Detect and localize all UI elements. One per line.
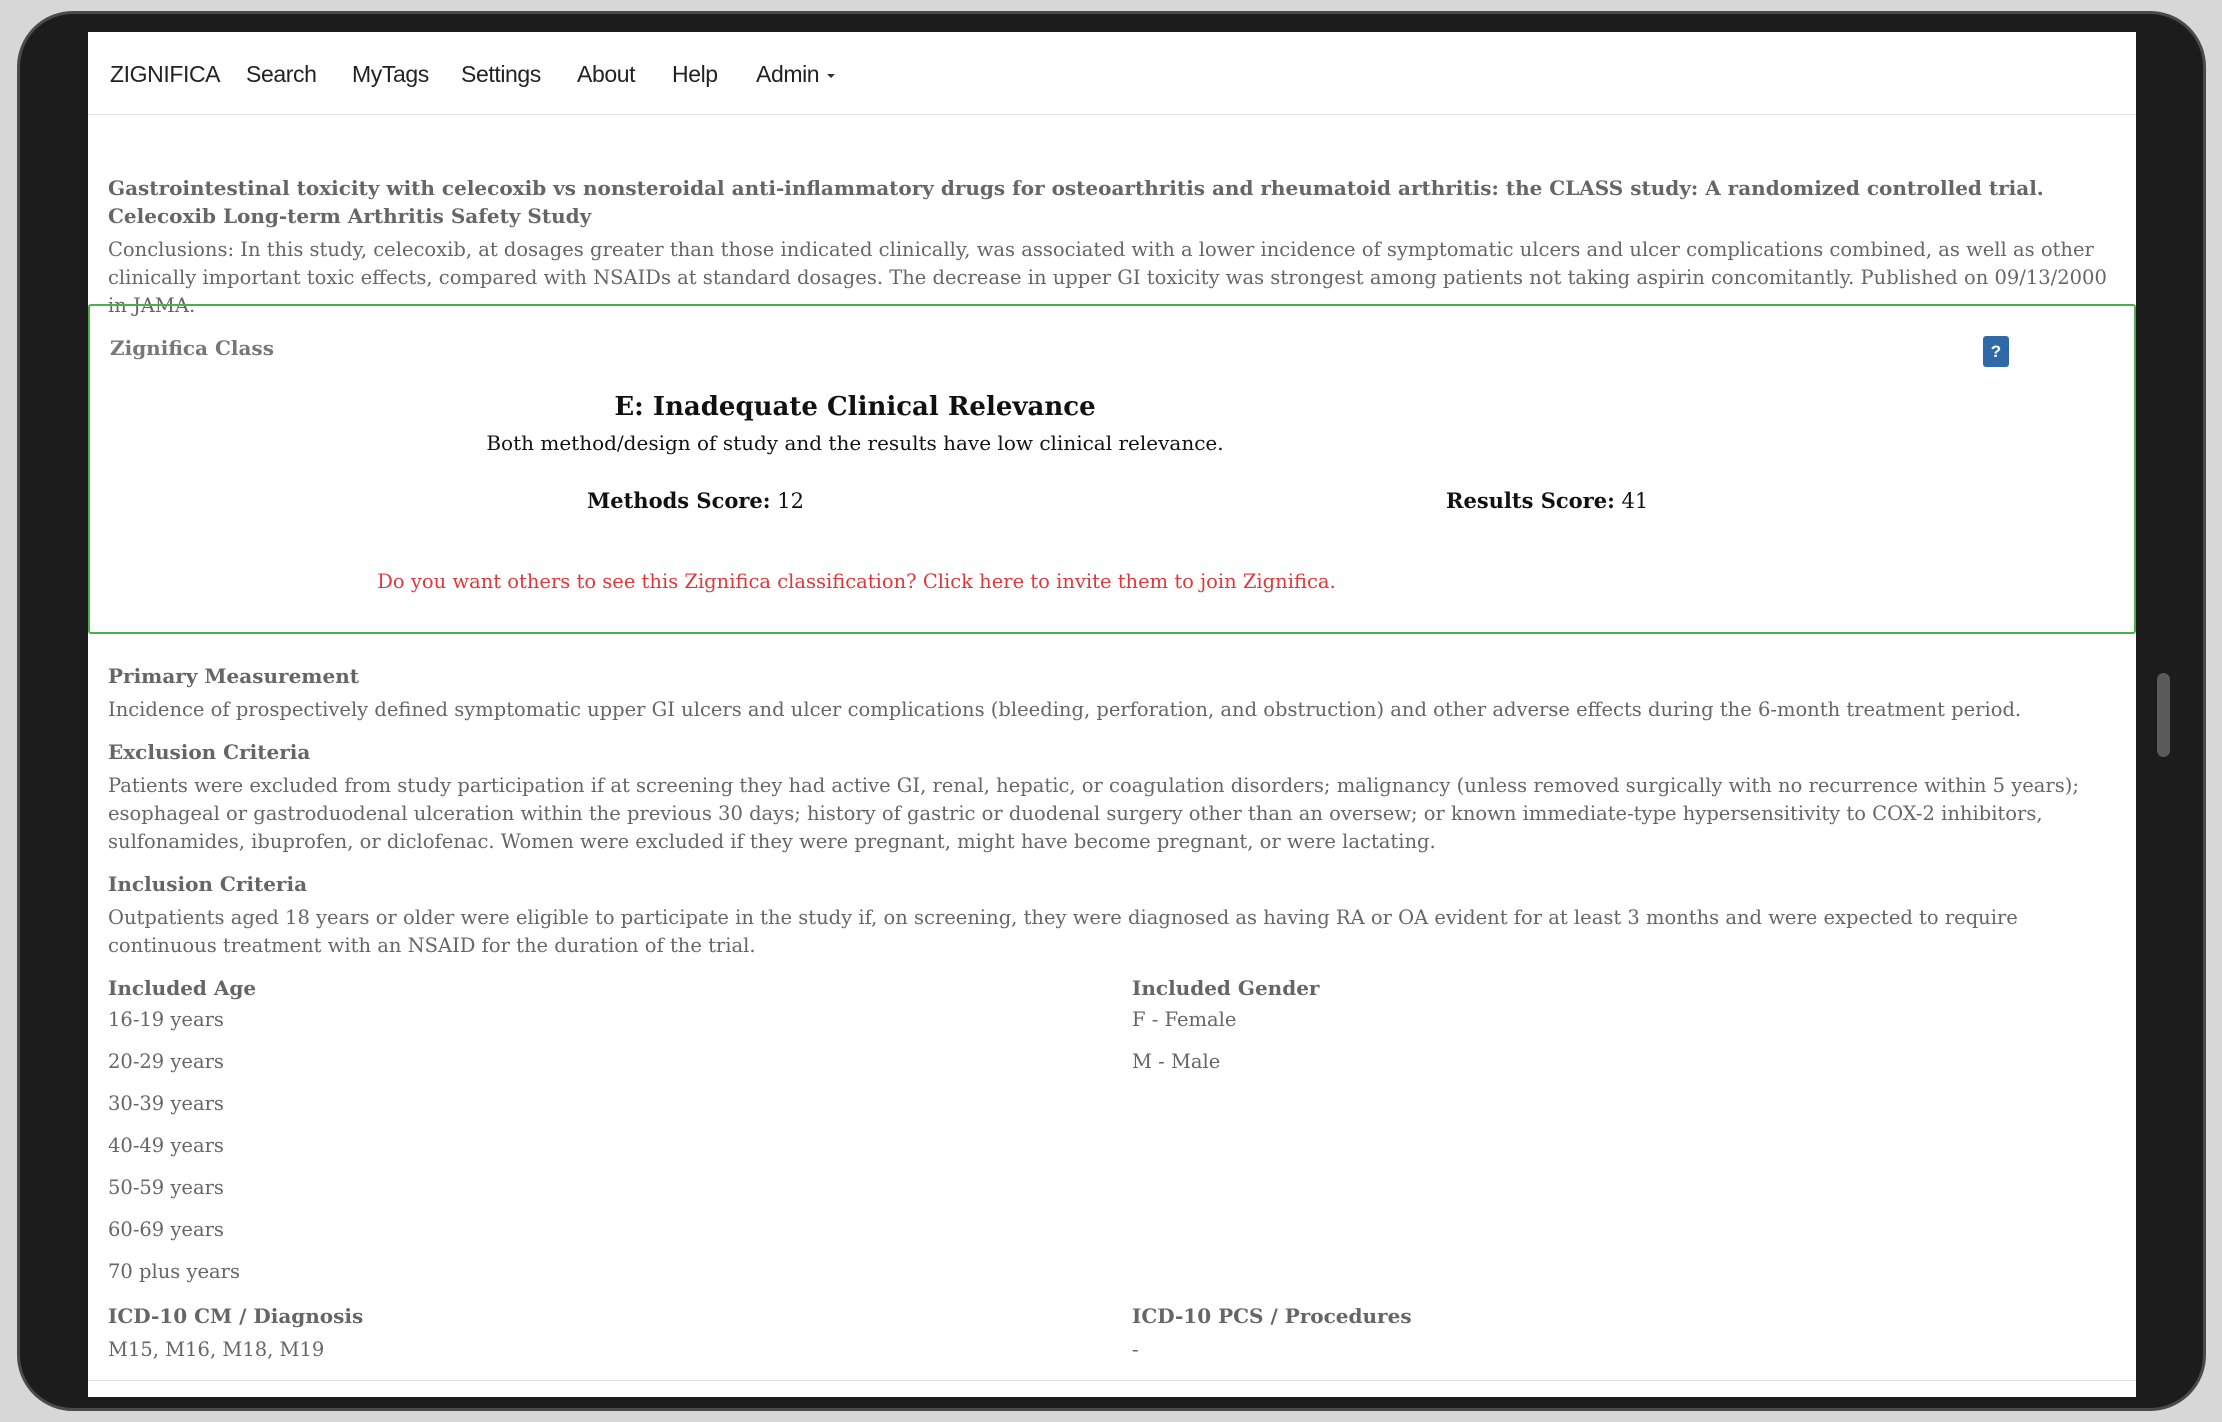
zignifica-class-panel (88, 304, 2136, 634)
included-gender-heading: Included Gender (1132, 976, 1320, 1000)
gender-item: F - Female (1132, 1008, 1237, 1031)
methods-score-value: 12 (777, 489, 804, 513)
included-age-heading: Included Age (108, 976, 257, 1000)
inclusion-criteria-text: Outpatients aged 18 years or older were eligible to participate in the study if, on screening, they were diagnosed as having RA or OA evident for at least 3 months and were expected to require continuous treatment with an NSAID for the duration of the trial. (108, 906, 2018, 957)
methods-score (587, 488, 804, 513)
age-item: 20-29 years (108, 1050, 224, 1073)
top-navbar (88, 32, 2136, 115)
age-item: 30-39 years (108, 1092, 224, 1115)
methods-score-label: Methods Score: (587, 488, 771, 513)
nav-search[interactable]: Search (246, 61, 317, 87)
brand-logo[interactable]: ZIGNIFICA (110, 61, 221, 87)
nav-settings[interactable]: Settings (461, 61, 541, 87)
nav-mytags[interactable]: MyTags (352, 61, 429, 87)
results-score-value: 41 (1621, 489, 1649, 513)
age-item: 50-59 years (108, 1176, 224, 1199)
article-title: Gastrointestinal toxicity with celecoxib vs nonsteroidal anti-inflammatory drugs for osteoarthritis and rheumatoid arthritis: the CLASS study: A randomized controlled trial. Celecoxib Long-term Arthritis Safety Study (108, 176, 2044, 228)
inclusion-criteria-heading: Inclusion Criteria (108, 872, 308, 896)
class-description: Both method/design of study and the results have low clinical relevance. (486, 431, 1224, 455)
divider (88, 1380, 2136, 1381)
nav-admin-label: Admin (756, 61, 820, 87)
article-conclusions: Conclusions: In this study, celecoxib, at dosages greater than those indicated clinically, was associated with a lower incidence of symptomatic ulcers and ulcer complications combined, as well as other clinically important toxic effects, compared with NSAIDs at standard dosages. The decrease in upper GI toxicity was strongest among patients not taking aspirin concomitantly. Published on 09/13/2000 in JAMA. (108, 238, 2107, 317)
nav-admin-dropdown[interactable] (756, 59, 835, 89)
age-item: 70 plus years (108, 1260, 241, 1283)
nav-about[interactable]: About (577, 61, 636, 87)
nav-help[interactable]: Help (672, 61, 718, 87)
primary-measurement-heading: Primary Measurement (108, 664, 359, 688)
class-grade: E: Inadequate Clinical Relevance (614, 392, 1096, 422)
icd-cm-value: M15, M16, M18, M19 (108, 1338, 325, 1361)
invite-link[interactable]: Do you want others to see this Zignifica classification? Click here to invite them to join Zignifica. (377, 570, 1336, 593)
age-item: 16-19 years (108, 1008, 224, 1031)
browser-viewport (88, 32, 2136, 1397)
help-button[interactable]: ? (1983, 336, 2009, 367)
primary-measurement-text: Incidence of prospectively defined symptomatic upper GI ulcers and ulcer complications (bleeding, perforation, and obstruction) and other adverse effects during the 6-month treatment period. (108, 698, 2022, 721)
icd-pcs-value: - (1132, 1338, 1139, 1361)
class-panel-title: Zignifica Class (110, 336, 274, 360)
icd-cm-heading: ICD-10 CM / Diagnosis (108, 1304, 364, 1328)
results-score (1446, 488, 1648, 513)
age-item: 40-49 years (108, 1134, 224, 1157)
exclusion-criteria-text: Patients were excluded from study participation if at screening they had active GI, renal, hepatic, or coagulation disorders; malignancy (unless removed surgically with no recurrence within 5 years); esophageal or gastroduodenal ulceration within the previous 30 days; history of gastric or duodenal surgery other than an oversew; or known immediate-type hypersensitivity to COX-2 inhibitors, sulfonamides, ibuprofen, or diclofenac. Women were excluded if they were pregnant, might have become pregnant, or were lactating. (108, 774, 2079, 853)
gender-item: M - Male (1132, 1050, 1221, 1073)
caret-down-icon (827, 74, 835, 78)
exclusion-criteria-heading: Exclusion Criteria (108, 740, 311, 764)
icd-pcs-heading: ICD-10 PCS / Procedures (1132, 1304, 1412, 1328)
results-score-label: Results Score: (1446, 488, 1615, 513)
age-item: 60-69 years (108, 1218, 224, 1241)
scrollbar[interactable] (2157, 673, 2170, 757)
